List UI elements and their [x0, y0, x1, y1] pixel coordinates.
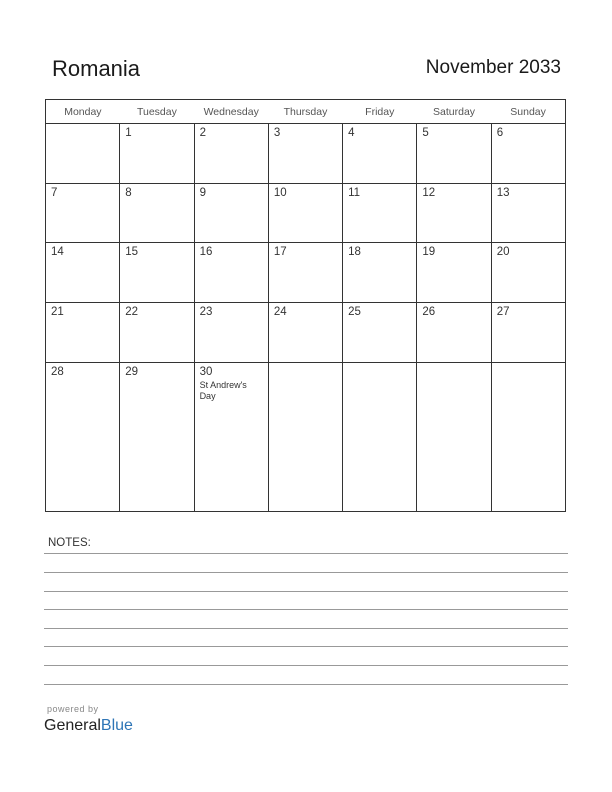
day-number: 30: [199, 365, 213, 378]
weekday-header: Tuesday: [120, 100, 194, 124]
day-number: 4: [348, 127, 355, 139]
day-cell: [120, 183, 194, 243]
day-number: 11: [348, 186, 361, 199]
week-row: [46, 362, 566, 511]
day-number: [417, 363, 490, 366]
day-number: 21: [51, 306, 64, 319]
day-cell: [46, 124, 120, 184]
weekday-header: Friday: [343, 100, 417, 124]
day-cell: [491, 183, 565, 243]
day-cell: [343, 303, 417, 363]
day-number: 26: [422, 306, 436, 319]
day-cell: [343, 124, 417, 184]
day-cell: [343, 362, 417, 511]
day-cell: [417, 303, 491, 363]
day-cell: [491, 124, 565, 184]
day-cell: [194, 362, 268, 511]
day-cell: [120, 243, 194, 303]
note-line: [44, 684, 568, 685]
day-number: 2: [199, 127, 206, 139]
day-number: 27: [496, 306, 510, 319]
day-cell: [343, 183, 417, 243]
day-cell: [268, 183, 342, 243]
day-number: 24: [273, 306, 287, 319]
day-cell: [46, 303, 120, 363]
day-number: 14: [51, 246, 64, 259]
note-line: [44, 628, 568, 629]
day-cell: [268, 303, 342, 363]
day-number: 6: [496, 127, 504, 139]
day-number: [343, 363, 416, 366]
day-number: 28: [51, 365, 64, 378]
day-number: 13: [496, 186, 510, 199]
holiday-label: St Andrew's Day: [199, 379, 247, 401]
day-number: 25: [348, 306, 361, 319]
note-line: [44, 591, 568, 592]
week-row: [46, 124, 566, 184]
day-cell: [268, 362, 342, 511]
weekday-header: Wednesday: [194, 100, 268, 124]
note-line: [44, 572, 568, 573]
note-line: [44, 553, 568, 554]
day-cell: [194, 124, 268, 184]
day-cell: [268, 124, 342, 184]
weekday-header: Sunday: [491, 100, 565, 124]
day-cell: [268, 243, 342, 303]
day-cell: [120, 124, 194, 184]
day-cell: [417, 124, 491, 184]
logo-general-text: General: [44, 717, 101, 734]
powered-by-text: powered by: [47, 704, 99, 714]
weekday-header: Saturday: [417, 100, 491, 124]
day-number: 1: [125, 127, 132, 139]
day-cell: [491, 303, 565, 363]
day-number: 9: [199, 186, 206, 199]
day-number: 18: [348, 246, 361, 259]
weekday-header: Monday: [46, 100, 120, 124]
day-cell: [46, 362, 120, 511]
day-number: 15: [125, 246, 139, 259]
notes-label: NOTES:: [48, 537, 91, 549]
day-number: [46, 124, 119, 127]
day-cell: [491, 362, 565, 511]
day-number: 7: [51, 186, 58, 199]
day-number: 22: [125, 306, 139, 319]
day-cell: [46, 183, 120, 243]
weekday-header: Thursday: [268, 100, 342, 124]
country-title: Romania: [52, 56, 141, 81]
day-number: 23: [199, 306, 213, 319]
note-line: [44, 646, 568, 647]
day-cell: [417, 243, 491, 303]
day-number: [269, 363, 342, 366]
generalblue-logo: [44, 717, 133, 735]
day-number: 29: [125, 365, 139, 378]
day-cell: [194, 183, 268, 243]
day-cell: [417, 183, 491, 243]
week-row: [46, 243, 566, 303]
day-number: 17: [273, 246, 287, 259]
week-row: [46, 303, 566, 363]
day-cell: [491, 243, 565, 303]
day-number: 20: [496, 246, 510, 259]
day-number: 10: [273, 186, 287, 199]
day-cell: [46, 243, 120, 303]
day-number: 19: [422, 246, 436, 259]
day-number: 8: [125, 186, 132, 199]
day-cell: [343, 243, 417, 303]
day-cell: [417, 362, 491, 511]
week-row: [46, 183, 566, 243]
day-cell: [194, 243, 268, 303]
weekday-header-row: [46, 100, 566, 124]
day-cell: [194, 303, 268, 363]
calendar-grid: [45, 99, 566, 512]
day-number: 16: [199, 246, 213, 259]
day-number: [492, 363, 565, 366]
day-cell: [120, 362, 194, 511]
day-number: 12: [422, 186, 436, 199]
day-number: 5: [422, 127, 429, 139]
day-number: 3: [273, 127, 281, 139]
logo-blue-text: Blue: [100, 717, 133, 734]
day-cell: [120, 303, 194, 363]
note-line: [44, 609, 568, 610]
month-year-title: November 2033: [425, 57, 561, 78]
note-line: [44, 665, 568, 666]
